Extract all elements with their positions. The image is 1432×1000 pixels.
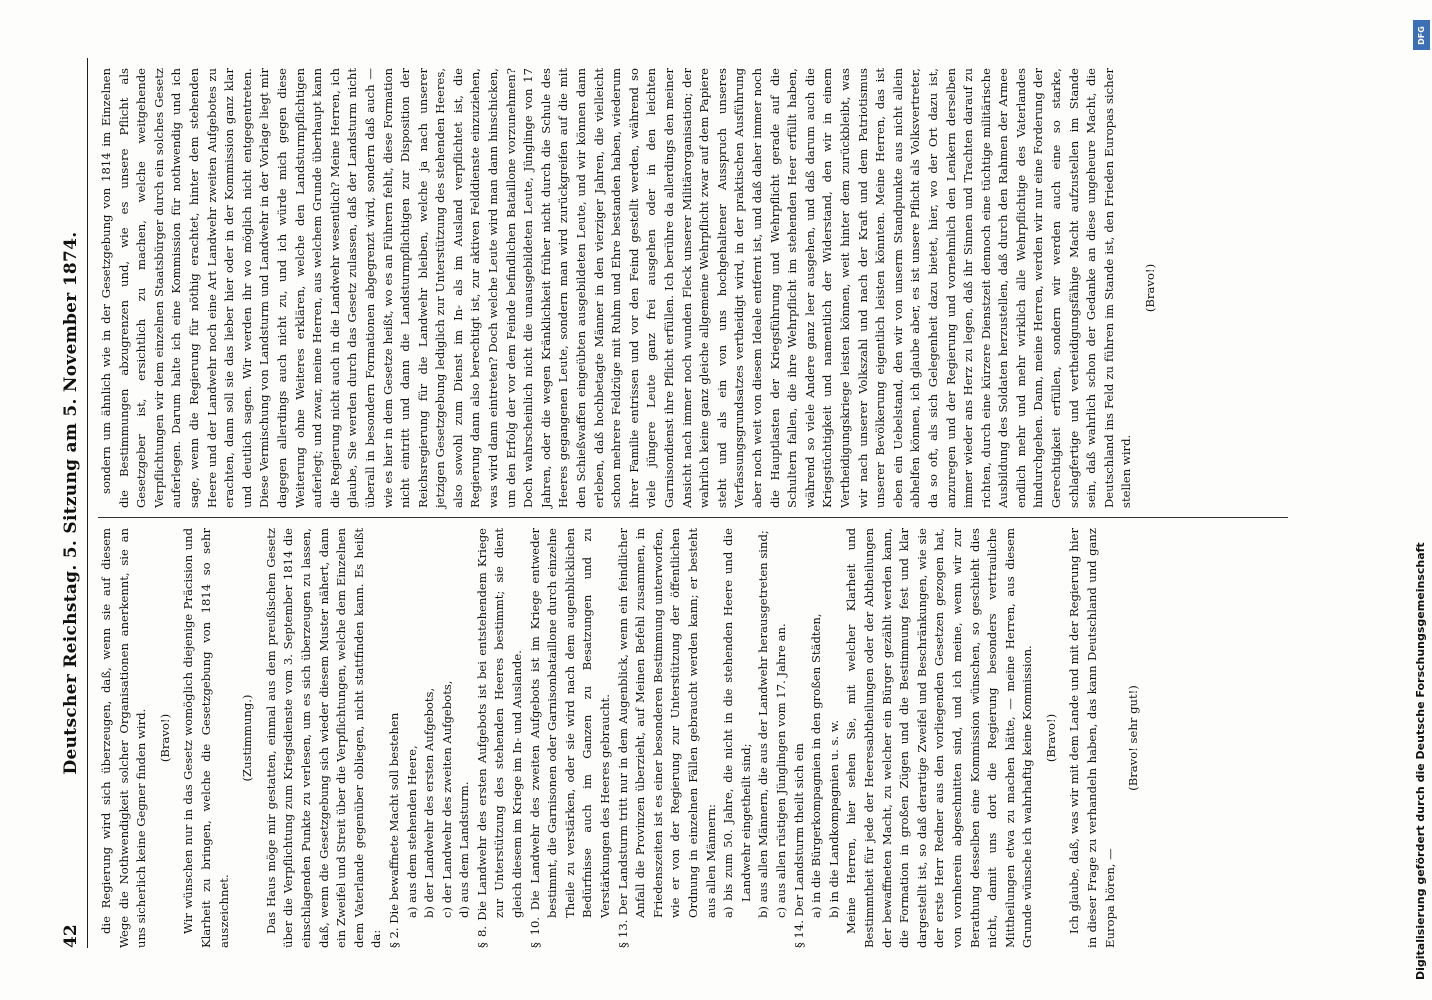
interjection: (Bravo! sehr gut!) — [1126, 685, 1141, 791]
paragraph: Meine Herren, hier sehen Sie, mit welcher Klarheit und Bestimmtheit für jede der Heeresabtheilungen oder der Abtheilungen der bewaffneten Macht, zu welcher ein Bürger gezählt werden kann, die Formation in großen Zügen und die Bestimmung fest und klar dargestellt ist, so daß derartige Zweifel und Beschränkungen, wie sie der erste Herr Redner aus den vorliegenden Gesetzen gezogen hat, von vornherein abgeschnitten sind, und ich meine, wenn wir zur Berathung desselben eine Kommission wünschen, so geschieht dies nicht, damit uns dort die Regierung besonders vertrauliche Mittheilungen etwa zu machen hätte, — meine Herren, aus diesem Grunde wünsche ich wahrhaftig keine Kommission. — [844, 528, 1035, 948]
right-column — [98, 68, 1298, 508]
paragraph: § 10. Die Landwehr des zweiten Aufgebots ist im Kriege entweder bestimmt, die Garnisonen oder Garnisonbataillone durch einzelne Theile zu verstärken, oder sie wird nach dem augenblicklichen Bedürfnisse auch im Ganzen zu Besatzungen und zu Verstärkungen des Heeres gebraucht. — [527, 528, 613, 948]
paragraph: die Regierung wird sich überzeugen, daß, wenn sie auf diesem Wege die Nothwendigkeit solcher Organisationen anerkennt, sie an uns sicherlich keine Gegner finden wird. — [99, 528, 149, 948]
column-divider — [98, 517, 1288, 518]
paragraph: § 2. Die bewaffnete Macht soll bestehen — [386, 712, 401, 948]
paragraph: c) aus allen rüstigen Jünglingen vom 17. Jahre an. — [773, 623, 788, 918]
paragraph: § 13. Der Landsturm tritt nur in dem Augenblick, wenn ein feindlicher Anfall die Provinzen überzieht, auf Meinen Befehl zusammen, in Friedenszeiten ist es einer besonderen Bestimmung unterworfen, wie er von der Regierung zur Unterstützung der öffentlichen Ordnung in einzelnen Fällen gebraucht werden kann; er besteht aus allen Männern: — [615, 528, 718, 948]
paragraph: Wir wünschen nur in das Gesetz womöglich diejenige Präcision und Klarheit zu bringen, welche die Gesetzgebung von 1814 so sehr auszeichnet. — [181, 528, 231, 948]
dfg-logo-text: DFG — [1417, 25, 1427, 45]
interjection: (Bravo!) — [1043, 713, 1058, 763]
paragraph: a) bis zum 50. Jahre, die nicht in die stehenden Heere und die Landwehr eingetheilt sind; — [721, 528, 753, 918]
funding-note-text: Digitalisierung gefördert durch die Deutsche Forschungsgemeinschaft — [1414, 542, 1427, 980]
dfg-logo — [1413, 20, 1430, 50]
paragraph: Das Haus möge mir gestatten, einmal aus dem preußischen Gesetz über die Verpflichtung zum Kriegsdienste vom 3. September 1814 die einschlagenden Punkte zu verlesen, um es sich überzeugen zu lassen, daß, wenn die Gesetzgebung sich wieder diesem Muster nähert, dann ein Zweifel und Streit über die Verpflichtungen, welche dem Einzelnen dem Vaterlande gegenüber obliegen, nicht stattfinden kann. Es heißt da: — [263, 528, 384, 948]
paragraph: Ich glaube, daß, was wir mit dem Lande und mit der Regierung hier in dieser Frage zu verhandeln haben, das kann Deutschland und ganz Europa hören, — — [1067, 528, 1117, 948]
paragraph: sondern um ähnlich wie in der Gesetzgebung von 1814 im Einzelnen die Bestimmungen abzugrenzen und, wie es unsere Pflicht als Gesetzgeber ist, ersichtlich zu machen, welche weitgehende Verpflichtungen wir dem einzelnen Staatsbürger durch ein solches Gesetz auferlegen. Darum halte ich eine Kommission für nothwendig und ich sage, wenn die Regierung für nöthig erachtet, hinter dem stehenden Heere und der Landwehr noch eine Art Landwehr zweiten Aufgebotes zu erachten, dann soll sie das lieber hier oder in der Kommission ganz klar und deutlich sagen. Wir werden ihr wo möglich nicht entgegentreten. Diese Vermischung von Landsturm und Landwehr in der Vorlage liegt mir dagegen allerdings auch nicht zu, und ich würde mich gegen diese Weiterung ohne Weiteres erklären, welche den Landsturmpflichtigen auferlegt; und zwar, meine Herren, aus welchem Grunde überhaupt kann die Regierung nicht auch in die Landwehr wesentlich? Meine Herren, ich glaube, Sie werden durch das Gesetz zulassen, daß der Landsturm nicht überall in besondern Formationen abgegrenzt wird, sondern daß auch — wie es hier in dem Gesetze heißt, wo es an Führern fehlt, diese Formation nicht eintritt und dann die Landsturmpflichtigen zur Disposition der Reichsregierung für die Landwehr bleiben, welche ja nach unserer jetzigen Gesetzgebung lediglich zur Unterstützung des stehenden Heeres, also sowohl zum Dienst im In- als im Ausland verpflichtet ist, die Regierung dann also berechtigt ist, zur aktiven Felddienste einzuziehen, was wird dann eintreten? Doch welche Leute wird man dann hinschicken, um den Erfolg der vor dem Feinde befindlichen Bataillone vorzunehmen? Doch wahrscheinlich nicht die unausgebildeten Leute, Jünglinge von 17 Jahren, oder die wegen Kränklichkeit früher nicht durch die Schule des Heeres gegangenen Leute, sondern man wird zurückgreifen auf die mit den Schießwaffen eingeübten ausgebildeten Leute, und wir können dann erleben, daß hochbetagte Männer in den vierziger Jahren, die vielleicht schon mehrere Feldzüge mit Ruhm und Ehre bestanden haben, wiederum ihrer Familie entrissen und vor den Feind gestellt werden, während so viele jüngere Leute ganz frei ausgehen oder in den leichten Garnisondienst ihre Pflicht erfüllen. Ich berühre da allerdings den meiner Ansicht nach immer noch wunden Fleck unserer Militärorganisation; der wahrlich keine ganz gleiche allgemeine Wehrpflicht zwar auf dem Papiere steht und als ein von uns hochgehaltener Ausspruch unseres Verfassungsgrundsatzes vertheidigt wird, in der praktischen Ausführung aber noch weit von diesem Ideale entfernt ist, und daß daher immer noch die Hauptlasten der Kriegsführung und Wehrpflicht gerade auf die Schultern fallen, die ihre Wehrpflicht im stehenden Heer erfüllt haben, während so viele Andere ganz leer ausgehen, und daß darum auch die Kriegstüchtigkeit und namentlich der Widerstand, den wir in einem Vertheidigungskriege leisten können, weit hinter dem zurückbleibt, was wir nach unserer Volkszahl und nach der Kraft und dem Patriotismus unserer Bevölkerung eigentlich leisten könnten. Meine Herren, das ist eben ein Uebelstand, den wir von unserm Standpunkte aus nicht allein abhelfen können, ich glaube aber, es ist unsere Pflicht als Volksvertreter, da so oft, als sich Gelegenheit dazu bietet, hier, wo der Ort dazu ist, anzuregen und der Regierung und vornehmlich den Lenkern derselben immer wieder ans Herz zu legen, daß ihr Sinnen und Trachten darauf zu richten, durch eine kürzere Dienstzeit dennoch eine tüchtige militärische Ausbildung des Soldaten herzustellen, daß durch den Rahmen der Armee endlich mehr und mehr wirklich alle Wehrpflichtige des Vaterlandes hindurchgehen. Dann, meine Herren, werden wir nur eine Forderung der Gerechtigkeit erfüllen, sondern wir werden auch eine so starke, schlagfertige und vertheidigungsfähige Macht aufzustellen im Stande sein, daß wahrlich schon der Gedanke an diese ungeheure Macht, die Deutschland ins Feld zu führen im Stande ist, den Frieden Europas sicher stellen wird. — [99, 68, 1134, 508]
paragraph: § 14. Der Landsturm theilt sich ein — [791, 743, 806, 948]
paragraph: a) aus dem stehenden Heere, — [404, 745, 419, 918]
paragraph: d) aus dem Landsturm. — [457, 781, 472, 918]
page-number: 42 — [61, 924, 81, 948]
paragraph: b) der Landwehr des ersten Aufgebots, — [422, 687, 437, 918]
interjection: (Bravo!) — [157, 713, 172, 763]
funding-note — [1412, 20, 1430, 980]
paragraph: a) in die Bürgerkompagnien in den großen Städten, — [809, 613, 824, 918]
page-header — [55, 58, 88, 948]
interjection: (Zustimmung.) — [240, 694, 255, 782]
page-title: Deutscher Reichstag. 5. Sitzung am 5. November 1874. — [61, 231, 81, 775]
paragraph: c) der Landwehr des zweiten Aufgebots, — [439, 680, 454, 918]
paragraph: b) in die Landkompagnien u. s. w. — [826, 720, 841, 918]
interjection: (Bravo!) — [1143, 263, 1158, 313]
paragraph: § 8. Die Landwehr des ersten Aufgebots ist bei entstehendem Kriege zur Unterstützung des stehenden Heeres bestimmt; sie dient gleich diesem im Kriege im In- und Auslande. — [474, 528, 525, 948]
left-column — [98, 528, 1298, 948]
paragraph: b) aus allen Männern, die aus der Landwehr herausgetreten sind; — [756, 530, 771, 918]
